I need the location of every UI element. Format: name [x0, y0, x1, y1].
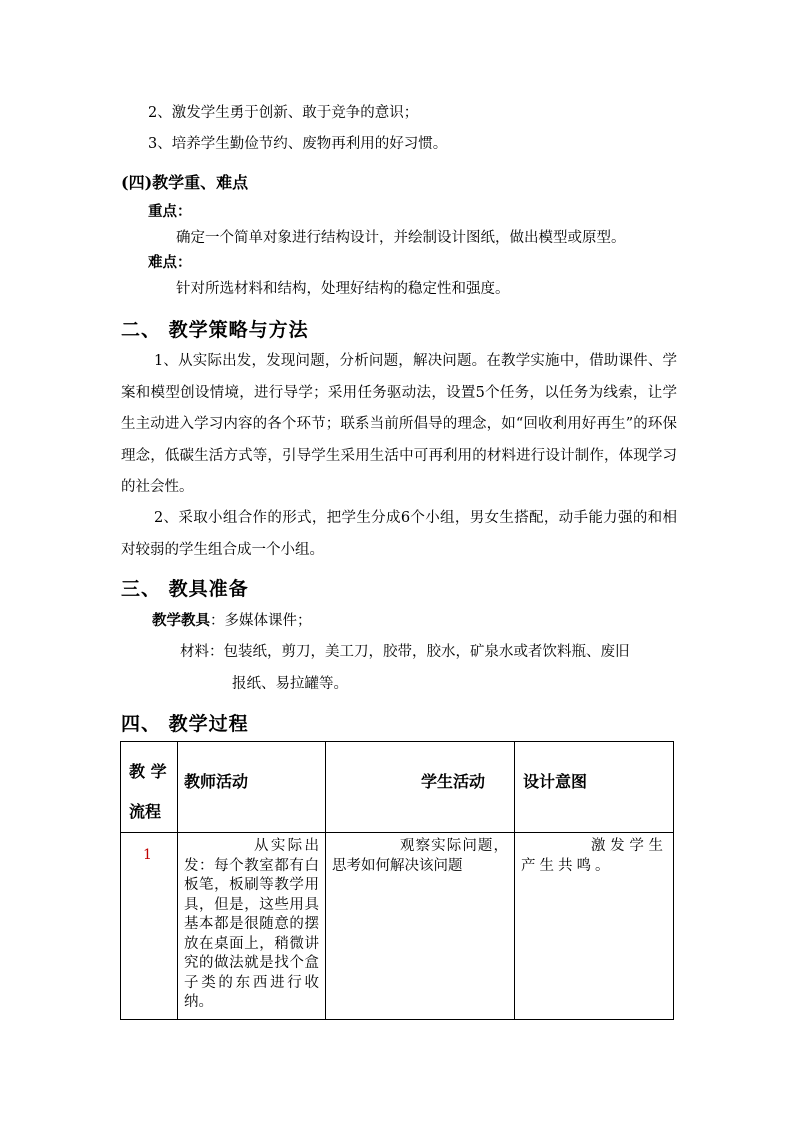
- teaching-tools-text: ：多媒体课件；: [210, 613, 312, 629]
- table-row: [121, 833, 674, 1020]
- goal-item-3: 3、培养学生勤俭节约、废物再利用的好习惯。: [148, 136, 448, 152]
- strategy-paragraph-1: 1、从实际出发，发现问题，分析问题，解决问题。在教学实施中，借助课件、学案和模型创设情境，进行导学；采用任务驱动法，设置5个任务，以任务为线索，让学生主动进入学习内容的各个环节；联系当前所倡导的理念，如“回收利用好再生”的环保理念，低碳生活方式等，引导学生采用生活中可再利用的材料进行设计制作，体现学习的社会性。: [121, 353, 677, 495]
- strategy-heading: 二、 教学策略与方法: [121, 319, 309, 341]
- row1-student-text: 观察实际问题，思考如何解决该问题: [332, 838, 508, 874]
- header-teacher-label: 教师活动: [184, 772, 249, 791]
- table-header-row: [121, 742, 674, 833]
- key-points-heading: (四)教学重、难点: [121, 173, 249, 192]
- materials-label: 材料：: [180, 644, 224, 660]
- row1-teacher-cell: [178, 833, 326, 1020]
- materials-text-1: 包装纸，剪刀，美工刀，胶带，胶水，矿泉水或者饮料瓶、废旧: [223, 644, 630, 660]
- header-intent-cell: [515, 742, 674, 833]
- header-student-label: 学生活动: [421, 772, 486, 791]
- header-teacher-cell: [178, 742, 326, 833]
- row1-flow-number: 1: [143, 847, 152, 863]
- strategy-paragraph-2: 2、采取小组合作的形式，把学生分成6个小组，男女生搭配，动手能力强的和相对较弱的学生组合成一个小组。: [121, 510, 677, 558]
- difficult-point-label: 难点：: [148, 254, 192, 271]
- row1-teacher-text: 从实际出发：每个教室都有白板笔，板刷等教学用具，但是，这些用具基本都是很随意的摆放在桌面上，稍微讲究的做法就是找个盒子类的东西进行收纳。: [184, 838, 319, 1010]
- row1-flow-cell: [121, 833, 178, 1020]
- process-heading: 四、 教学过程: [121, 713, 249, 735]
- header-flow-line1: 教 学: [129, 762, 167, 781]
- teaching-tools-line: [152, 611, 312, 631]
- row1-student-cell: [326, 833, 515, 1020]
- header-flow-cell: [121, 742, 178, 833]
- tools-heading: 三、 教具准备: [121, 578, 249, 600]
- teaching-tools-label: 教学教具: [152, 612, 210, 629]
- row1-intent-text: 激发学生产生共鸣。: [521, 838, 667, 874]
- header-student-cell: [326, 742, 515, 833]
- row1-intent-cell: [515, 833, 674, 1020]
- header-intent-label: 设计意图: [523, 772, 588, 791]
- key-point-label: 重点：: [148, 203, 192, 220]
- goal-item-2: 2、激发学生勇于创新、敢于竞争的意识；: [148, 105, 419, 121]
- materials-line-1: [180, 642, 630, 662]
- header-flow-line2: 流程: [129, 802, 162, 821]
- process-table: [120, 741, 674, 1020]
- difficult-point-text: 针对所选材料和结构，处理好结构的稳定性和强度。: [176, 281, 510, 297]
- materials-line-2: 报纸、易拉罐等。: [232, 676, 348, 692]
- key-point-text: 确定一个简单对象进行结构设计，并绘制设计图纸，做出模型或原型。: [176, 230, 626, 246]
